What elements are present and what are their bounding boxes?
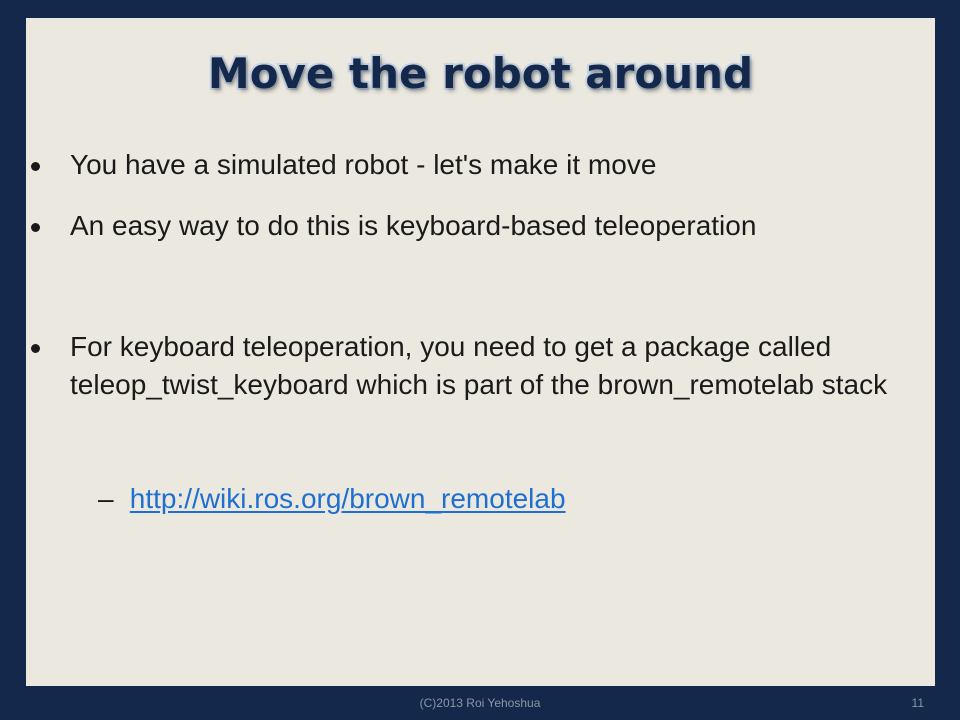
bullet-item bbox=[70, 146, 890, 184]
bullet-item bbox=[70, 328, 890, 404]
bullet-text: An easy way to do this is keyboard-based teleoperation bbox=[70, 210, 757, 241]
sub-bullet-dash: – bbox=[98, 483, 114, 514]
ros-wiki-link[interactable]: http://wiki.ros.org/brown_remotelab bbox=[129, 483, 566, 514]
footer-copyright: (C)2013 Roi Yehoshua bbox=[419, 696, 541, 710]
bullet-text: You have a simulated robot - let's make it move bbox=[70, 149, 657, 180]
slide-number: 11 bbox=[911, 696, 924, 710]
slide-panel bbox=[26, 18, 935, 686]
sub-bullet bbox=[98, 480, 566, 518]
bullet-text: For keyboard teleoperation, you need to get a package called teleop_twist_keyboard which is part of the brown_remotelab stack bbox=[70, 331, 888, 400]
bullet-dot-icon bbox=[31, 344, 40, 353]
bullet-dot-icon bbox=[31, 162, 40, 171]
slide-title: Move the robot around bbox=[207, 49, 754, 98]
bullet-item bbox=[70, 207, 890, 245]
bullet-dot-icon bbox=[31, 223, 40, 232]
